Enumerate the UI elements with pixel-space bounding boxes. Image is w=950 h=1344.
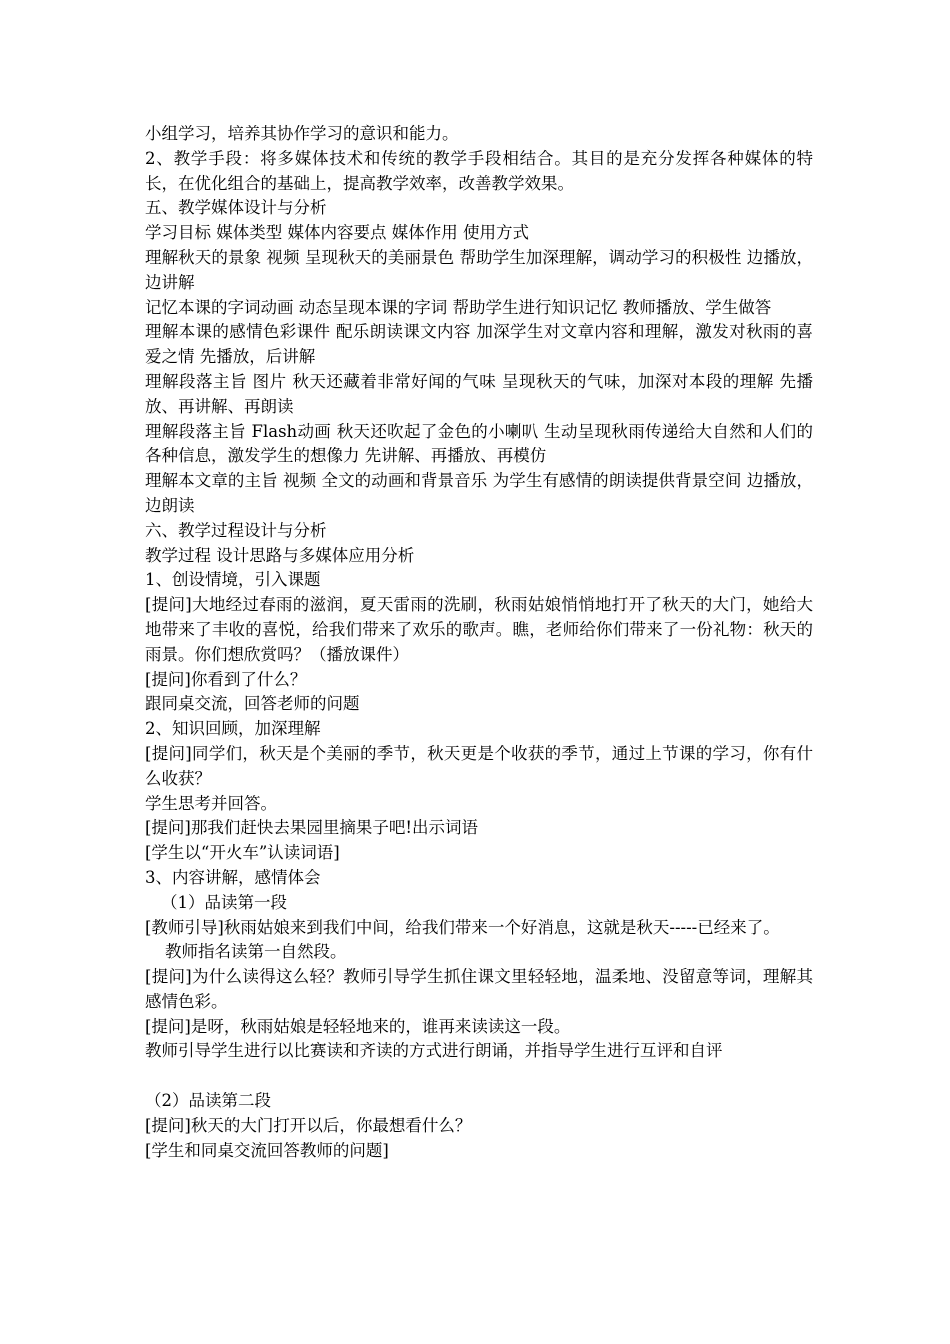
paragraph: [提问]同学们，秋天是个美丽的季节，秋天更是个收获的季节，通过上节课的学习，你有什么收获？ <box>145 743 813 788</box>
paragraph: 小组学习，培养其协作学习的意识和能力。 <box>145 124 459 143</box>
blank-line <box>145 1064 813 1089</box>
paragraph: [学生和同桌交流回答教师的问题] <box>145 1140 389 1160</box>
paragraph: 学生思考并回答。 <box>145 793 277 813</box>
paragraph: [提问]为什么读得这么轻？教师引导学生抓住课文里轻轻地，温柔地、没留意等词，理解其感情色彩。 <box>145 967 813 1011</box>
subheading: （2）品读第二段 <box>145 1091 271 1111</box>
subheading: 2、知识回顾，加深理解 <box>145 719 321 739</box>
paragraph: 跟同桌交流，回答老师的问题 <box>145 694 360 714</box>
table-header-line: 教学过程 设计思路与多媒体应用分析 <box>145 545 415 565</box>
table-header-line: 学习目标 媒体类型 媒体内容要点 媒体作用 使用方式 <box>145 223 529 243</box>
paragraph: 理解段落主旨 Flash动画 秋天还吹起了金色的小喇叭 生动呈现秋雨传递给大自然和人们的各种信息，激发学生的想像力 先讲解、再播放、再模仿 <box>145 421 813 466</box>
subheading: 3、内容讲解，感情体会 <box>145 867 321 887</box>
paragraph: [提问]那我们赶快去果园里摘果子吧!出示词语 <box>145 818 479 838</box>
paragraph: 理解段落主旨 图片 秋天还藏着非常好闻的气味 呈现秋天的气味，加深对本段的理解 先播放、再讲解、再朗读 <box>145 371 813 416</box>
paragraph: 记忆本课的字词动画 动态呈现本课的字词 帮助学生进行知识记忆 教师播放、学生做答 <box>145 297 772 317</box>
section-heading: 五、教学媒体设计与分析 <box>145 198 327 218</box>
paragraph: 教师引导学生进行以比赛读和齐读的方式进行朗诵，并指导学生进行互评和自评 <box>145 1041 723 1061</box>
paragraph: [提问]你看到了什么？ <box>145 669 307 689</box>
paragraph: 2、教学手段：将多媒体技术和传统的教学手段相结合。其目的是充分发挥各种媒体的特长，在优化组合的基础上，提高教学效率，改善教学效果。 <box>145 148 813 193</box>
subheading: 1、创设情境，引入课题 <box>145 570 321 590</box>
paragraph: 理解本文章的主旨 视频 全文的动画和背景音乐 为学生有感情的朗读提供背景空间 边播放，边朗读 <box>145 471 813 515</box>
paragraph: 理解本课的感情色彩课件 配乐朗读课文内容 加深学生对文章内容和理解，激发对秋雨的喜爱之情 先播放，后讲解 <box>145 322 813 367</box>
paragraph: [学生以“开火车”认读词语] <box>145 843 340 863</box>
paragraph: [提问]大地经过春雨的滋润，夏天雷雨的洗刷，秋雨姑娘悄悄地打开了秋天的大门，她给大地带来了丰收的喜悦，给我们带来了欢乐的歌声。瞧，老师给你们带来了一份礼物：秋天的雨景。你们想欣赏吗？（播放课件） <box>145 595 813 664</box>
section-heading: 六、教学过程设计与分析 <box>145 520 327 540</box>
document-body <box>145 122 813 1163</box>
paragraph: 教师指名读第一自然段。 <box>165 942 347 962</box>
paragraph: 理解秋天的景象 视频 呈现秋天的美丽景色 帮助学生加深理解，调动学习的积极性 边播放，边讲解 <box>145 247 813 292</box>
paragraph: [教师引导]秋雨姑娘来到我们中间，给我们带来一个好消息，这就是秋天-----已经来了。 <box>145 917 780 937</box>
paragraph: [提问]秋天的大门打开以后，你最想看什么？ <box>145 1115 472 1135</box>
paragraph: [提问]是呀，秋雨姑娘是轻轻地来的，谁再来读读这一段。 <box>145 1016 571 1036</box>
subheading: （1）品读第一段 <box>161 892 287 912</box>
